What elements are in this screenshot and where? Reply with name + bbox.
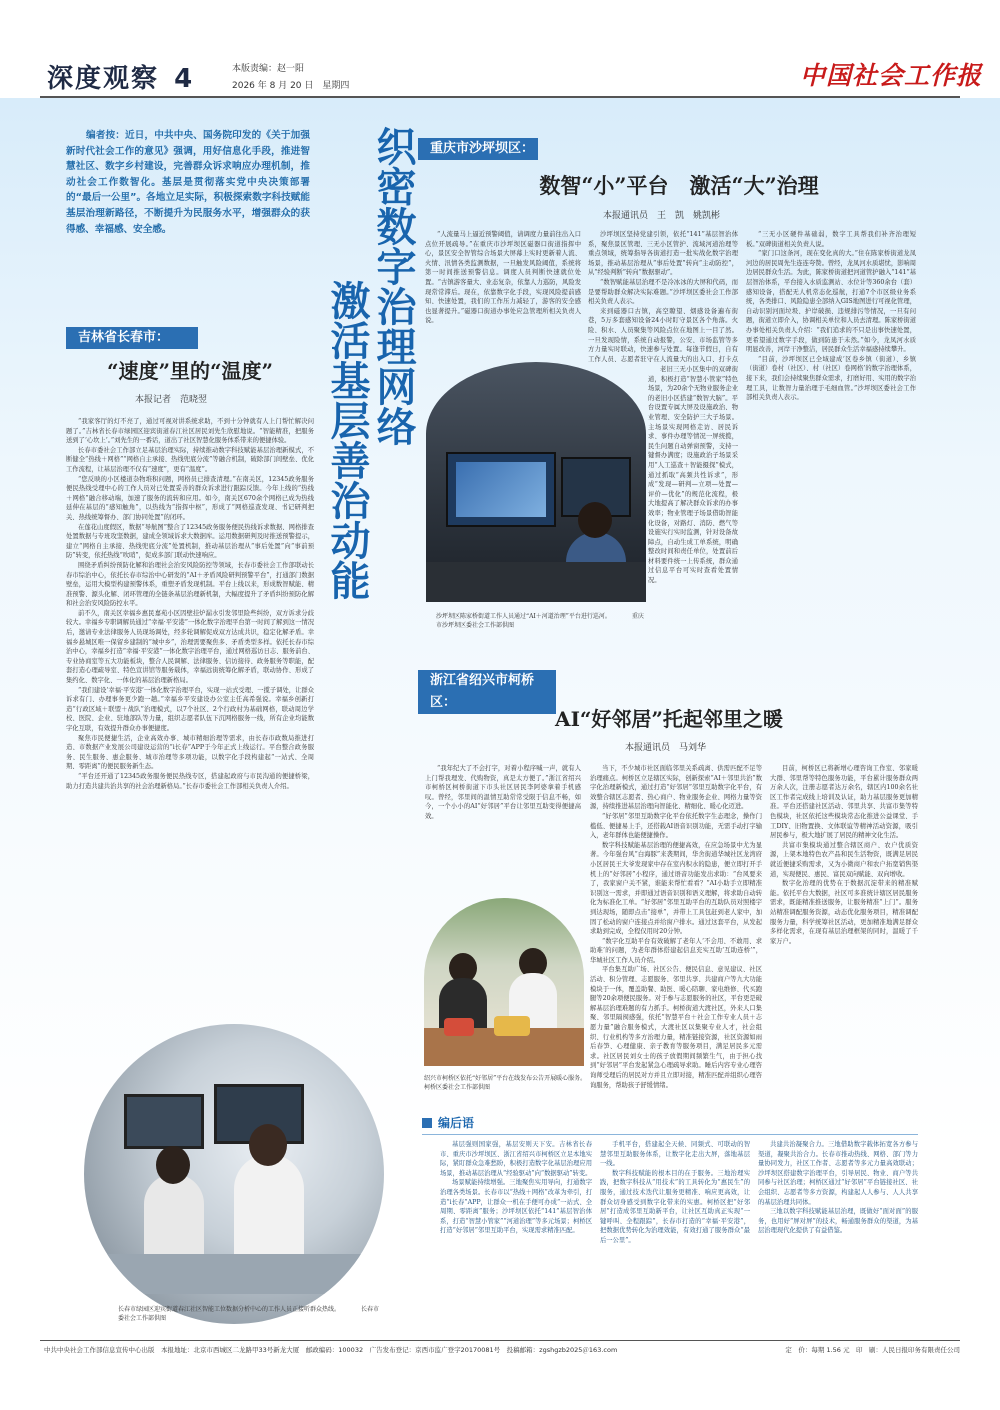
- zhejiang-paragraph: “我年纪大了不会打字，对着小程序喊一声，就有人上门帮我理发、代购物资，真是太方便了。”浙江省绍兴市柯桥区柯桥街道下市头社区居民李阿婆拿着手机感叹。曾经，邻里间的温情互助常常受限于信息不畅，如今，一个小小的AI“好邻居”平台让邻里互助变得便捷高效。: [425, 765, 581, 820]
- zhejiang-article-col3: [770, 764, 918, 1094]
- jilin-photo: [84, 1024, 384, 1324]
- afterword-col3: [758, 1140, 918, 1310]
- footer-rule: [40, 1340, 960, 1341]
- chongqing-article-col3: [746, 230, 916, 663]
- afterword-col2: [600, 1140, 750, 1310]
- section-name: 深度观察: [47, 64, 160, 94]
- zhejiang-paragraph: 当下，不少城市社区面临邻里关系疏离、供需匹配不足等治理痛点。柯桥区立足辖区实际，创新探索“AI＋邻里共治”数字化治理新模式，通过打造“好邻居”邻里互助数字化平台，有效整合辖区志愿者、热心商户、物业服务企业、网格力量等资源，持续推进基层治理向智能化、精细化、暖心化迈进。: [590, 765, 762, 811]
- chongqing-article-col2: [588, 230, 738, 362]
- jilin-article: [66, 417, 314, 1023]
- chongqing-paragraph: 沙坪坝区坚持党建引领，依托“141”基层智治体系，聚焦景区管理、三无小区管护、流域河道治理等重点领域，统筹指导各街道打造一批实战化数字治理场景，推动基层治理从“事后处置”转向“主动防控”，从“经验判断”转向“数据驱动”。: [588, 231, 738, 277]
- chongqing-paragraph: “数智赋能基层治理不是冷冰冰的大屏和代码，而是要帮助群众解决实际难题。”沙坪坝区委社会工作部相关负责人表示。: [588, 278, 738, 306]
- afterword-paragraph: 三地以数字科技赋能基层治理，既做好“面对面”的服务，也用好“屏对屏”的技术，畅通服务群众的渠道，为基层治理现代化提供了有益借鉴。: [758, 1208, 918, 1235]
- afterword-paragraph: 共建共治凝聚合力。三地借助数字载体拓宽各方参与渠道，凝聚共治合力。长春市推动热线、网格、部门等力量协同发力，社区工作者、志愿者等多元力量高效联动；沙坪坝区搭建数字治理平台，引导居民、物业、商户等共同参与社区治理；柯桥区通过“好邻居”平台链接社区、社会组织、志愿者等多方资源，构建起人人参与、人人共享的基层治理共同体。: [758, 1141, 918, 1206]
- chongqing-article-col2b: [648, 365, 738, 663]
- editor-note: 编者按：近日，中共中央、国务院印发的《关于加强新时代社会工作的意见》强调，用好信息化手段，推进智慧社区、数字乡村建设，完善群众诉求响应办理机制，推动社会工作数智化。基层是贯彻落实党中央决策部署的“最后一公里”。各地立足实际，积极探索数字科技赋能基层治理新路径，不断提升为民服务水平，增强群众的获得感、幸福感、安全感。: [66, 130, 310, 235]
- jilin-paragraph: “您反映的小区楼道杂物堆积问题，网格员已排查清理。”在南关区，12345政务服务便民热线受理中心的工作人员对已处置妥善的群众诉求进行跟踪反馈。今年上线的“热线＋网格”融合移动端，加速了服务的流转和应用。如今，南关区670余个网格已成为热线延伸在基层的“感知触角”，以热线为“指挥中枢”，形成了“网格巡查发现、书记研判把关、热线统筹督办、部门协同处置”的闭环。: [66, 475, 314, 521]
- jilin-headline: “速度”里的“温度”: [106, 359, 273, 383]
- zhejiang-photo: [424, 898, 584, 1066]
- chongqing-byline: 本报通讯员 王 凯 姚凯彬: [603, 211, 721, 221]
- zhejiang-photo-caption: 绍兴市柯桥区依托“好邻居”平台在线发布公告开展暖心服务。 柯桥区委社会工作部供图: [424, 1075, 596, 1091]
- masthead: [0, 0, 1000, 100]
- footer-publisher: 中共中央社会工作部信息宣传中心出版 本报地址：北京市西城区二龙路甲33号新龙大厦 邮政编码：100032 广告发布登记：京西市监广登字20170081号 投稿邮箱：zgshgzb2025＠163.com: [44, 1346, 618, 1354]
- jilin-paragraph: 长春市委社会工作部立足基层治理实际，持续推动数字科技赋能基层治理新模式，不断健全“热线＋网格”“网格自主承接、热线兜底分流”等融合机制，破除部门间壁垒、优化工作流程，让基层治理不仅有“速度”，更有“温度”。: [66, 446, 314, 473]
- jilin-paragraph: “我家客厅的灯不亮了，通过可视对讲系统求助，不到十分钟就有人上门帮忙解决问题了。”吉林省长春市绿园区迎宾街道春江社区居民刘先生欣慰地说。“智能精准，把服务送到了‘心坎上’。”刘先生的一番话，道出了社区智慧化服务体系带来的便捷体验。: [66, 418, 314, 445]
- zhejiang-paragraph: 目前，柯桥区已将新增心理咨询工作室、邻家暖大群、邻里帮等特色服务功能，平台累计服务群众两万余人次，注册志愿者达万余名，辖区内100余名社区工作者完成线上培训及认证，助力基层服务更加精准。平台还搭建社区活动、邻里共享、共富市集等特色模块，社区依托这些模块常态化推进公益课堂、手工DIY、旧物置换、文体联谊等精神活动资源，吸引居民参与，极大地扩展了居民的精神文化生活。: [770, 765, 918, 840]
- jilin-paragraph: 前不久，南关区幸福乡惠民嘉苑小区因壁挂炉漏水引发邻里险些纠纷，双方诉求分歧较大。幸福乡专职调解员通过“幸福·平安港”一体化数字治理平台第一时间了解到这一情况后，邀请专业法律服务人员现场调处，经多轮调解促成双方达成共识，稳定化解矛盾。幸福乡悬城区唯一保留乡建制的“城中乡”，治理需要聚焦多、矛盾类型多样。依托长春市综治中心，幸福乡打造“幸福·平安港”一体化数字治理平台，通过网格巡访日志、服务前台、专业协商室等五大功能板块，整合人民调解、法律服务、信访接待、政务服务等职能，配套打造心理疏导室、特色宣讲馆等服务载体，幸福远街统筹化解矛盾，联动协作、形成了集约化、数字化、一体化的基层治理新格局。: [66, 609, 314, 685]
- chongqing-paragraph: “目前，沙坪坝区已全域建成‘区卷乡镇（街道）、乡镇（街道）卷村（社区）、村（社区）卷网格’的数字治理体系，接下来，我们会持续聚焦群众需求，打磨好用、实用的数字治理工具，让数智力量治理于毛细血管。”沙坪坝区委社会工作部相关负责人表示。: [746, 355, 916, 402]
- newspaper-brand: 中国社会工作报: [800, 61, 983, 90]
- zhejiang-article-col1: [425, 764, 581, 898]
- main-title-line1: 织密数字治理网络: [370, 126, 416, 446]
- footer-price-print: 定 价：每期 1.56 元 印 刷：人民日报印务有限责任公司: [785, 1346, 960, 1354]
- afterword-paragraph: 基层强则国家强，基层安则天下安。吉林省长春市、重庆市沙坪坝区、浙江省绍兴市柯桥区立足本地实际，紧盯群众急难愁盼，积极打造数字化基层治理应用场景，推动基层治理从“经验驱动”向“数据驱动”转变。: [440, 1141, 592, 1177]
- chongqing-paragraph: “人流量马上逼近预警阈值，请调度力量前往出入口点位开展疏导。”在重庆市沙坪坝区磁器口街道指挥中心，景区安全智管综合场景大屏幕上实时更新着人流、火情、汛情各类监测数据，一旦触发风险阈值，系统将第一时间推送预警信息。调度人员判断快速就位处置。“古镇游客量大、业态复杂，依靠人力巡防，风险发现常常滞后。现在，依靠数字化手段，实现风险提前感知、快速处置，我们的工作压力减轻了，游客的安全感也显著提升。”磁器口街道办事处应急管理所相关负责人说。: [425, 231, 581, 325]
- chongqing-photo: [426, 362, 646, 602]
- afterword-label: 编后语: [438, 1116, 475, 1130]
- jilin-section-tag: 吉林省长春市：: [66, 327, 198, 349]
- chongqing-paragraph: “家门口这条河，现在变化真的大。”住在陈家桥街道龙凤河边的居民周先生连连夸赞。曾经，龙凤河水质堪忧，影响周边居民群众生活。为此，陈家桥街道把河道管护融入“141”基层智治体系，平台接入水质监测站、水位计等360余台（套）感知设备，搭配无人机常态化巡航，打通7个市区级业务系统，各类排口、风险隐患全部纳入GIS地图进行可视化管理，自动识别河面垃圾、护岸破损、违规排污等情况，一旦有问题，街道立即介入，协调相关单位和人员去清理。陈家桥街道办事处相关负责人介绍：“我们追求的不只是出事快速处置，更希望通过数字手段，做到防患于未然。”如今，龙凤河水质明显改善，河岸干净整洁，居民群众生活幸福感持续攀升。: [746, 250, 916, 354]
- chongqing-section-tag: 重庆市沙坪坝区：: [418, 138, 538, 160]
- main-title: [320, 122, 420, 682]
- jilin-photo-caption: 长春市绿园区迎宾街道春江社区智能工位数据分析中心的工作人员正接听群众热线。 长春市委社会工作部供图: [118, 1306, 380, 1322]
- zhejiang-paragraph: “数字化互助平台有效破解了老年人‘不会用、不敢用、求助难’的问题，为老年群体搭建起信息充实互助‘互助连桥’”，华城社区工作人员介绍。: [590, 937, 762, 964]
- chongqing-article-col1: [425, 230, 581, 362]
- afterword-paragraph: 数字科技赋能的根本目的在于服务。三地治理实践，把数字科技从“用技术”的工具转化为“惠民生”的服务，通过技术迭代让服务更精准、响应更高效，让群众切身感受到数字化带来的实惠。柯桥区把“好邻居”打造成邻里互助新平台，让社区互助真正实现“一键呼叫、全程跟踪”，长春市打造的“幸福·平安港”，把数据优势转化为治理效能，有效打通了服务群众“最后一公里”。: [600, 1169, 750, 1244]
- zhejiang-paragraph: 数字化治理的优势在于数据沉淀带来的精准赋能。依托平台大数据，社区可多准统计辖区居民服务需求，既能精准推送服务，让服务精准“上门”。服务站精准调配服务资源，动态优化服务项目，精准调配服务力量，科学统筹社区活动，更加精准地满足群众多样化需求，在现有基层治理框架的同时，温暖了千家万户。: [770, 880, 918, 945]
- jilin-paragraph: 在莲花山度假区，数据“导航图”整合了12345政务服务便民热线诉求数据、网格排查处置数据与专班攻坚数据，建成全领域诉求大数据库。运用数据研判及时推送预警提示，建立“网格自主承接、热线兜底分流”处置机制，推动基层治理从“事后处置”向“事前预防”转变，依托热线“吹哨”，促成多部门联动快速响应。: [66, 523, 314, 560]
- afterword-col1: [440, 1140, 592, 1310]
- afterword-tag: [422, 1114, 512, 1132]
- afterword-paragraph: 手机平台，搭建起全天候、同频式、可联动的智慧邻里互助服务体系，让数字化走出大屏，落地基层一线。: [600, 1141, 750, 1168]
- jilin-paragraph: “我们建设‘幸福·平安港’一体化数字治理平台，实现一站式受理、一揽子调处，让群众诉求有门、办理事务更少跑一趟。”幸福乡平安建设办公室主任高希强说。幸福乡创新打造“行政区域＋联盟＋战队”治理模式，以7个社区、2个行政村为基础网格，联动周边学校、医院、企业、驻地部队等力量，组织志愿者队伍下沉网格服务一线，所有企业均能数字化互联，有效提升群众办事便捷度。: [66, 686, 314, 732]
- chongqing-photo-caption: 沙坪坝区陈家桥街道工作人员通过“AI＋河道治理”平台进行巡河。 重庆市沙坪坝区委社会工作部供图: [436, 613, 644, 629]
- jilin-paragraph: 围绕矛盾纠纷预防化解和治理社会治安风险防控等领域，长春市委社会工作部联动长春市综治中心，依托长春市综治中心研发的“AI＋矛盾风险研判预警平台”，打通部门数据壁垒，运用大模型构建预警体系，重塑矛盾发现机制。平台上线以来，形成数智赋能、精准预警、源头化解、闭环管理的全链条基层治理新机制，大幅度提升了矛盾纠纷预防化解和社会治安风险防控水平。: [66, 561, 314, 608]
- chongqing-paragraph: “三无小区硬件基础弱，数字工具帮我们补齐治理短板。”双碑街道相关负责人说。: [746, 231, 916, 248]
- zhejiang-paragraph: “好邻居”邻里互助数字化平台依托数字生态理念，操作门槛低、便捷易上手，还搭载AI语音识别功能，无需手动打字输入，老年群体也能便捷操作。: [590, 812, 762, 840]
- main-title-line2: 激活基层善治动能: [324, 280, 370, 600]
- zhejiang-section-tag: 浙江省绍兴市柯桥区：: [418, 670, 556, 714]
- issue-date: 2026 年 8 月 20 日 星期四: [232, 81, 350, 91]
- afterword-rule: [422, 1134, 918, 1135]
- chongqing-headline: 数智“小”平台 激活“大”治理: [539, 173, 819, 198]
- zhejiang-paragraph: 共富市集模块通过整合辖区商户、农户优质资源，上架本地特色农产品和民生活物资，既满足居民就近便捷采购需求，又为小微商户和农户拓宽销售渠道，实现便民、惠民、富民双向赋能、双向增收。: [770, 841, 918, 878]
- page-number: 4: [174, 64, 195, 94]
- zhejiang-byline: 本报通讯员 马刘华: [625, 743, 707, 753]
- chongqing-paragraph: 老旧三无小区集中的双碑街道，积极打造“智慧小管家”特色场景，为20余个无物业服务企业的老旧小区搭建“数智大脑”。平台设置专属大屏及设施政治、物业管理、安全防护三大子场景。主场景实现网格走访、居民诉求、事件办理等情况一屏统揽，民生问题自动弹窗预警，支持一键督办满度；设施政治子场景采用“人工巡查＋智能摄探”模式，通过抓取“高频共性诉求”，形成“发现—研判—立项—处置—评价—优化”的规范化流程，极大地提高了解决群众诉求的办事效率；物业管理子场景借助智能化设备，对路灯、消防、燃气等设施实行实时监测，针对设备故障点，自动生成工单系统，明确整改时间和责任单位，处置前后材料要件统一上传系统，群众通过信息平台可实时查看处置情况。: [648, 366, 738, 585]
- square-marker-icon: [422, 1118, 432, 1128]
- jilin-paragraph: 聚焦市民便捷生活，企业高效办事、城市精细治理等需求，由长春市政数局推进打造、市数据产业发展公司建设运营的“i长春”APP于今年正式上线运行。平台整合政务服务、民生服务、惠企服务、城市治理等多项功能，以数字化手段构建起“一站式、全周期、零距离”的便民服务新生态。: [66, 734, 314, 771]
- afterword-paragraph: 场景赋能持续增强。三地聚焦实用导向，打通数字治理各类场景。长春市以“热线＋网格”改革为牵引，打造“i长春”APP，让群众一机在手便可办成“一站式、全周期、零距离”服务；沙坪坝区依托“141”基层智治体系，打造“智慧小管家”“河道治理”等多元场景；柯桥区打造“好邻居”邻里互助平台，实现需求精准匹配。: [440, 1179, 592, 1235]
- zhejiang-article-col2: [590, 764, 762, 1094]
- jilin-paragraph: “平台还开通了12345政务服务便民热线专区，搭建起政府与市民沟通的便捷桥梁，助力打造共建共治共享的社会治理新格局。”长春市委社会工作部相关负责人介绍。: [66, 772, 314, 790]
- zhejiang-paragraph: 平台集互助广场、社区公告、便民信息、意见建议、社区活动、积分管理、志愿服务、邻里共享、共建商户等九大功能模块于一体，覆盖助餐、助医、暖心陪聊、家电维修、代买跑腿等20余项便民服务。对于参与志愿服务的社区，平台更是破解基层治理难题的有力抓手。柯桥街道大渡社区，外来人口集聚、邻里隔阂感强，依托“智慧平台＋社会工作专业人员＋志愿力量”融合服务模式，大渡社区以集聚专业人才，社会组织、行业机构等多方治理力量，精准链接资源，社区资源如雨后春笋、心理健康、亲子教育等服务项目，满足居民多元需求。社区居民刘女士的孩子放假期间频繁生气，由于担心找到“好邻居”平台发起紧急心理疏导求助。睡后内容专业心理咨询师受理后的居民对方并且立即对接，精准匹配并组织心理咨询服务，帮助孩子舒缓情绪。: [590, 966, 762, 1089]
- masthead-rule: [40, 96, 960, 98]
- zhejiang-paragraph: 数字科技赋能基层治理的便捷高效，在应急场景中尤为显著。今年强台风“白海豚”来袭期间，华舍街道华城社区龙湾府小区居民王大爷发现家中存在室内积水的隐患，便立即打开手机上的“好邻居”小程序，通过语音功能发出求助：“台风要来了，我家窗户关不紧，谁能来帮忙看看？”AI小助手立即精准识别这一需求，并即通过语音识别和语义理解，将求助自动转化为标准化工单。“好邻居”邻里互助平台的互助队员对照楼宇到达现场，随即点击“接单”，并带上工具包赶到老人家中，加固了松动的窗户连接点并给窗户排水。通过这套平台，从发起求助到完成，全程仅用时20分钟。: [590, 841, 762, 936]
- chongqing-paragraph: 来到磁器口古镇，高空瞭望、烟感设备遍布街巷，5万多套感知设备24小时盯守景区各个角落。火险、积水、人员聚集等风险点位在地图上一目了然。一旦发现险情，系统自动报警，公安、市场监管等多方力量实时联动，快速参与处置。每逢节假日，自有工作人员、志愿者驻守在人流量大的出入口、打卡点: [588, 307, 738, 362]
- section-editor: 本版责编：赵一阳: [232, 64, 305, 74]
- zhejiang-headline: AI“好邻居”托起邻里之暖: [555, 707, 783, 731]
- jilin-byline: 本报记者 范晓翌: [135, 395, 208, 405]
